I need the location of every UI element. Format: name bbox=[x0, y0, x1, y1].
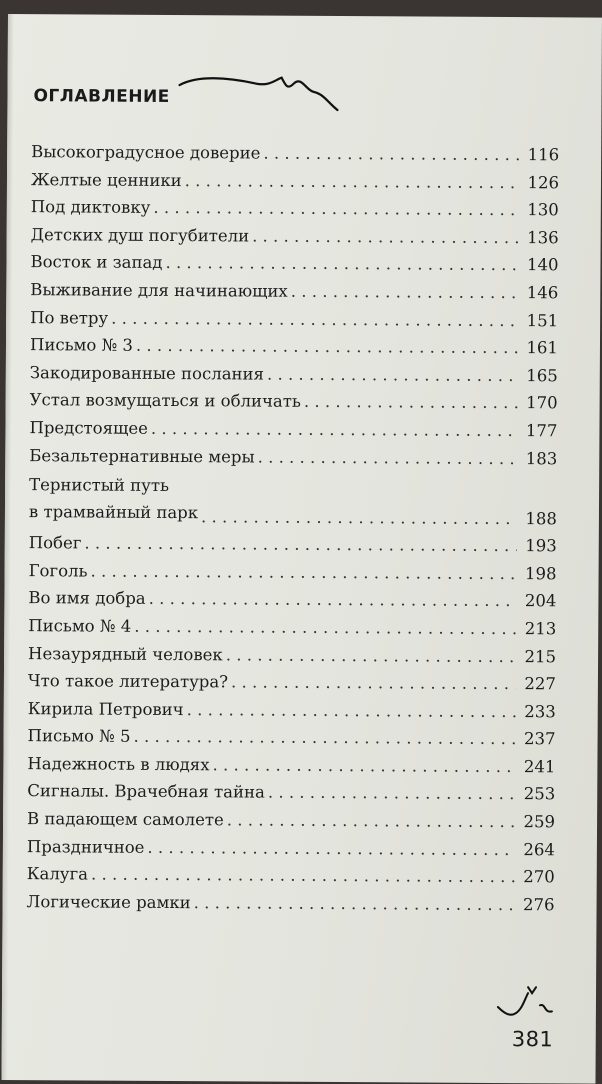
toc-entry bbox=[27, 778, 555, 809]
toc-entry bbox=[28, 640, 556, 671]
toc-entry bbox=[27, 860, 555, 891]
toc-entry bbox=[30, 249, 558, 280]
toc-entry-page: 198 bbox=[525, 563, 557, 584]
toc-entry-page: 136 bbox=[527, 227, 559, 248]
toc-entry-page: 233 bbox=[524, 701, 556, 722]
toc-entry-title: Сигналы. Врачебная тайна bbox=[27, 781, 265, 803]
toc-entry-title: Желтые ценники bbox=[30, 169, 182, 190]
toc-entry-page: 213 bbox=[524, 619, 557, 639]
toc-entry-title: Устал возмущаться и обличать bbox=[29, 390, 301, 412]
page-number: 381 bbox=[511, 1027, 554, 1052]
toc-entry bbox=[28, 667, 556, 698]
toc-heading: ОГЛАВЛЕНИЕ bbox=[33, 86, 170, 107]
toc-entry bbox=[28, 584, 556, 615]
toc-entry-title: Безальтернативные меры bbox=[29, 445, 255, 467]
toc-entry-title: Побег bbox=[28, 533, 82, 553]
toc-entry-title: Высокоградусное доверие bbox=[31, 142, 261, 163]
toc-entry-page: 177 bbox=[525, 421, 558, 441]
toc-entry bbox=[27, 805, 555, 836]
toc-entry-title: Логические рамки bbox=[26, 891, 191, 912]
toc-entry-title: По ветру bbox=[30, 307, 109, 328]
book-page bbox=[1, 14, 602, 1084]
toc-entry bbox=[31, 193, 559, 224]
toc-entry-title: Тернистый путь в трамвайный парк bbox=[28, 474, 199, 523]
toc-entry bbox=[26, 888, 554, 919]
toc-entry-title: Детских душ погубители bbox=[30, 224, 250, 246]
toc-entry-title: Гоголь bbox=[28, 560, 88, 581]
toc-entry-page: 241 bbox=[523, 757, 556, 777]
toc-entry-page: 259 bbox=[523, 812, 556, 832]
toc-entry bbox=[29, 469, 557, 532]
toc-entry-title: Закодированные послания bbox=[29, 362, 265, 384]
toc-entry-title: Кирила Петрович bbox=[27, 698, 184, 719]
toc-entry-page: 253 bbox=[523, 784, 556, 804]
toc-entry bbox=[30, 359, 558, 390]
toc-entry-title: В падающем самолете bbox=[27, 809, 224, 830]
toc-entry bbox=[31, 138, 559, 169]
toc-entry bbox=[30, 276, 558, 307]
toc-entry-page: 276 bbox=[523, 895, 555, 915]
toc-entry-title: Письмо № 5 bbox=[27, 726, 131, 747]
toc-entry bbox=[28, 722, 556, 753]
toc-entry-title: Выживание для начинающих bbox=[30, 280, 288, 301]
toc-entry-page: 130 bbox=[527, 200, 559, 220]
toc-entry bbox=[29, 557, 557, 588]
toc-entry-page: 146 bbox=[526, 283, 559, 303]
toc-entry-title: Письмо № 3 bbox=[29, 335, 134, 355]
toc-entry bbox=[30, 304, 558, 335]
toc-entry bbox=[29, 442, 557, 473]
toc-entry-page: 227 bbox=[524, 674, 556, 694]
toc-entry-page: 140 bbox=[526, 255, 559, 275]
toc-entry-title: Восток и запад bbox=[30, 252, 163, 273]
toc-entry-page: 237 bbox=[524, 729, 556, 749]
toc-entry-page: 116 bbox=[527, 145, 560, 165]
table-of-contents bbox=[26, 138, 559, 919]
toc-entry-title: Под диктовку bbox=[30, 197, 151, 218]
toc-entry-title: Письмо № 4 bbox=[28, 616, 132, 636]
toc-entry-page: 270 bbox=[523, 867, 555, 887]
toc-entry-title: Надежность в людях bbox=[27, 754, 210, 775]
toc-entry bbox=[28, 612, 556, 643]
toc-entry bbox=[31, 166, 559, 197]
toc-entry bbox=[29, 529, 557, 560]
toc-entry-title: Что такое литература? bbox=[27, 671, 229, 692]
toc-entry bbox=[27, 750, 555, 781]
toc-entry bbox=[28, 695, 556, 726]
toc-entry bbox=[27, 833, 555, 864]
toc-entry-page: 264 bbox=[523, 839, 555, 860]
toc-entry bbox=[31, 221, 559, 252]
toc-entry-title: Во имя добра bbox=[28, 588, 146, 609]
toc-entry bbox=[30, 386, 558, 417]
toc-entry-title: Предстоящее bbox=[29, 418, 148, 438]
toc-entry-page: 165 bbox=[526, 365, 558, 386]
toc-entry-title: Калуга bbox=[26, 864, 89, 884]
toc-entry-title: Праздничное bbox=[26, 836, 145, 857]
toc-entry-page: 170 bbox=[526, 393, 558, 413]
toc-entry-page: 161 bbox=[526, 338, 559, 358]
toc-entry-page: 151 bbox=[526, 310, 559, 330]
toc-entry-page: 126 bbox=[527, 172, 560, 192]
decorative-page-mark bbox=[496, 983, 556, 1023]
toc-entry-title: Незаурядный человек bbox=[28, 643, 223, 664]
decorative-squiggle bbox=[177, 63, 357, 114]
toc-entry bbox=[29, 414, 557, 445]
toc-entry-page: 188 bbox=[525, 509, 557, 529]
toc-entry-page: 215 bbox=[524, 646, 557, 666]
toc-entry bbox=[30, 331, 558, 362]
toc-entry-page: 204 bbox=[524, 591, 557, 611]
toc-entry-page: 193 bbox=[525, 536, 557, 556]
toc-entry-page: 183 bbox=[525, 448, 558, 468]
